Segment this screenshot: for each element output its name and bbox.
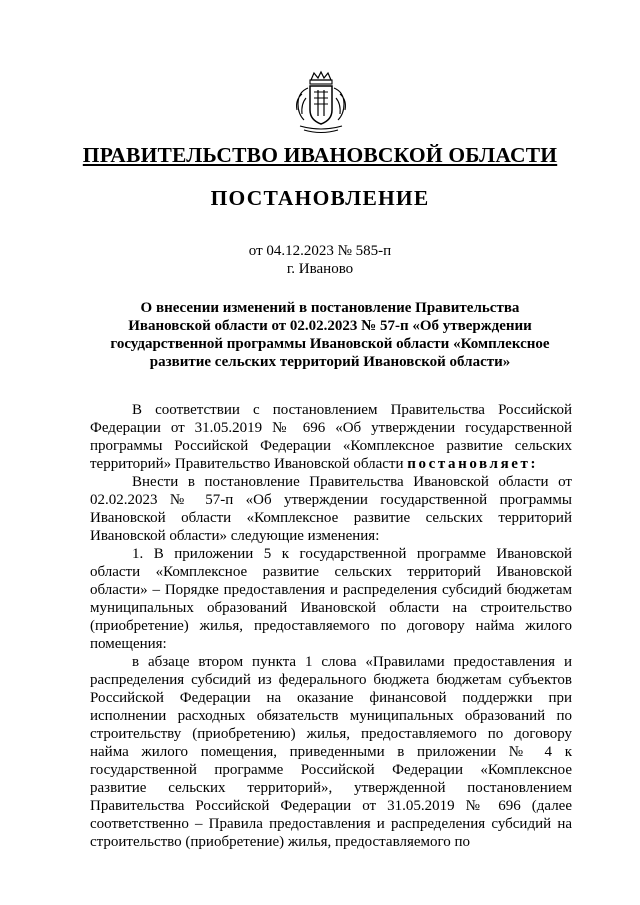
paragraph: Внести в постановление Правительства Ивановской области от 02.02.2023 № 57-п «Об утверждении государственной программы Ивановской области «Комплексное развитие сельских территорий Ивановской области» следующие изменения: [90,474,572,544]
organization-title: ПРАВИТЕЛЬСТВО ИВАНОВСКОЙ ОБЛАСТИ [82,143,558,167]
subject-line: О внесении изменений в постановление Правительства [140,300,520,316]
resolves-word: постановляет: [407,456,539,472]
paragraph: 1. В приложении 5 к государственной программе Ивановской области «Комплексное развитие сельских территорий Ивановской области» – Порядке предоставления и распределения субсидий бюджетам муниципальных образований Ивановской области на строительство (приобретение) жилья, предоставляемого по договору найма жилого помещения: [90,546,572,652]
subject-line: развитие сельских территорий Ивановской области» [149,354,511,370]
city: г. Иваново [286,261,354,277]
coat-of-arms-icon [292,70,350,136]
subject-line: Ивановской области от 02.02.2023 № 57-п «Об утверждении [128,318,532,334]
paragraph-preamble [90,401,572,473]
document-body [90,401,572,851]
document-subject [90,299,570,371]
document-meta [0,242,640,278]
preamble-text: В соответствии с постановлением Правительства Российской Федерации от 31.05.2019 № 696 «Об утверждении государственной программы Российской Федерации «Комплексное развитие сельских территорий» Правительство Ивановской области [90,402,572,472]
document-type-title: ПОСТАНОВЛЕНИЕ [210,186,430,210]
paragraph: в абзаце втором пункта 1 слова «Правилами предоставления и распределения субсидий из федерального бюджета бюджетам субъектов Российской Федерации на оказание финансовой поддержки при исполнении расходных обязательств муниципальных образований по строительству (приобретению) жилья, предоставляемого по договору найма жилого помещения, приведенными в приложении № 4 к государственной программе Российской Федерации «Комплексное развитие сельских территорий», утвержденной постановлением Правительства Российской Федерации от 31.05.2019 № 696 (далее соответственно – Правила предоставления и распределения субсидий на строительство (приобретение) жилья, предоставляемого по [90,654,572,850]
date-number: от 04.12.2023 № 585-п [248,243,392,259]
subject-line: государственной программы Ивановской области «Комплексное [110,336,550,352]
